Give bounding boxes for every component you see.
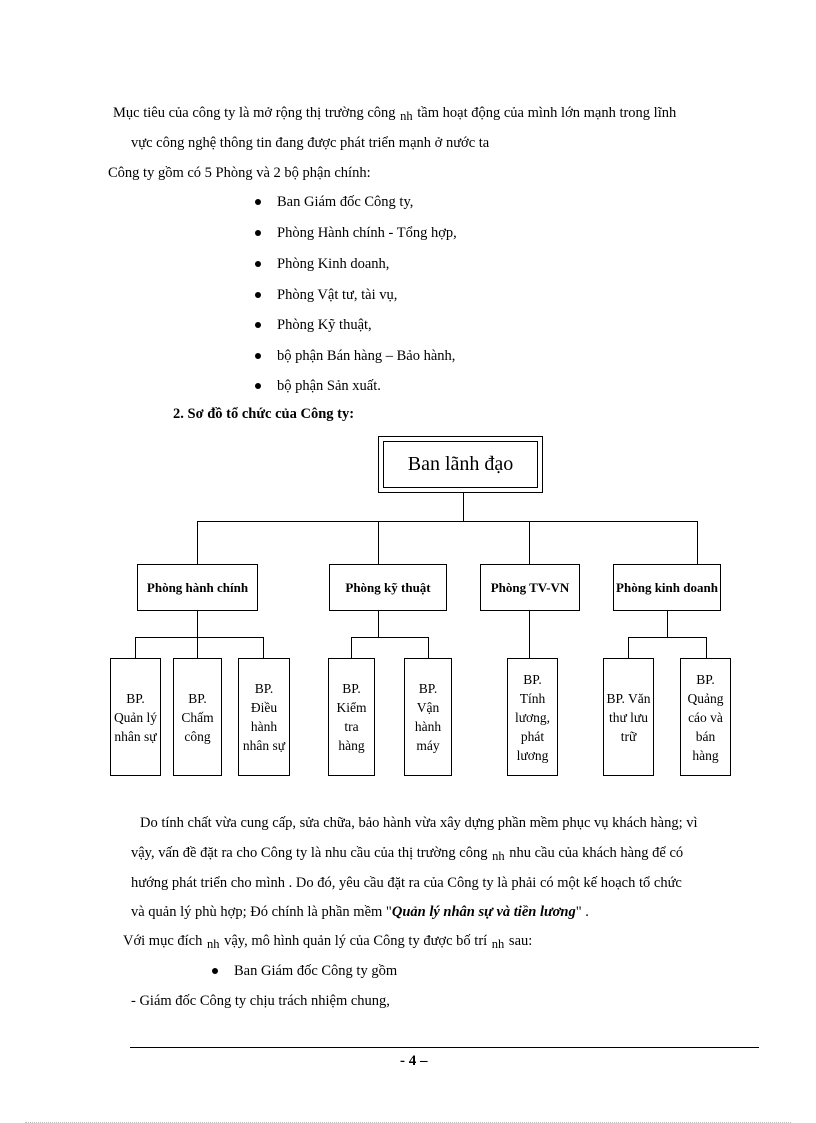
connector	[135, 637, 263, 638]
unit-box: BP. Vận hành máy	[404, 658, 452, 776]
text-segment: nh	[491, 937, 505, 951]
unit-box: BP. Quảng cáo và bán hàng	[680, 658, 731, 776]
unit-box: BP. Tính lương, phát lương	[507, 658, 558, 776]
list-item: Phòng Kỹ thuật,	[277, 317, 372, 333]
connector	[351, 637, 428, 638]
connector	[428, 637, 429, 658]
paragraph-2-line-3: hướng phát triển cho mình . Do đó, yêu cầu đặt ra của Công ty là phải có một kế hoạch tổ chức	[131, 875, 682, 891]
connector	[135, 637, 136, 658]
text-segment: vậy, mô hình quản lý của Công ty được bố trí	[224, 933, 488, 949]
list-item: Ban Giám đốc Công ty,	[277, 194, 414, 210]
connector	[378, 521, 379, 564]
text-segment: " .	[575, 904, 589, 920]
org-root-frame	[378, 436, 543, 493]
unit-box: BP. Văn thư lưu trữ	[603, 658, 654, 776]
connector	[263, 637, 264, 658]
text-segment: sau:	[508, 933, 533, 949]
dept-box-kinh-doanh: Phòng kinh doanh	[613, 564, 721, 611]
connector	[628, 637, 629, 658]
page-number: - 4 –	[400, 1053, 428, 1069]
connector	[628, 637, 706, 638]
text-segment: vậy, vấn đề đặt ra cho Công ty là nhu cầu của thị trường công	[131, 845, 488, 861]
bullet-ban-giam-doc: Ban Giám đốc Công ty gồm	[234, 963, 398, 979]
unit-box: BP. Kiểm tra hàng	[328, 658, 375, 776]
dept-box-tv-vn: Phòng TV-VN	[480, 564, 580, 611]
connector	[351, 637, 352, 658]
footer-divider	[130, 1047, 759, 1048]
paragraph-1-line-2: vực công nghệ thông tin đang được phát triển mạnh ở nước ta	[131, 135, 490, 151]
connector	[529, 521, 530, 564]
unit-box: BP. Quản lý nhân sự	[110, 658, 161, 776]
text-segment: nh	[492, 849, 505, 863]
connector	[197, 521, 698, 522]
text-segment: Mục tiêu của công ty là mở rộng thị trường công	[113, 105, 396, 121]
section-heading: 2. Sơ đồ tổ chức của Công ty:	[173, 406, 355, 422]
connector	[706, 637, 707, 658]
connector	[697, 521, 698, 564]
paragraph-3	[123, 932, 532, 950]
connector	[197, 611, 198, 637]
text-segment: tầm hoạt động của mình lớn mạnh trong lĩnh	[417, 105, 677, 121]
connector	[378, 611, 379, 637]
list-item: bộ phận Bán hàng – Bảo hành,	[277, 348, 456, 364]
text-segment: nh	[206, 937, 220, 951]
list-item: Phòng Vật tư, tài vụ,	[277, 287, 398, 303]
paragraph-2-line-2	[131, 844, 683, 862]
list-item: Phòng Hành chính - Tổng hợp,	[277, 225, 457, 241]
unit-box: BP. Điều hành nhân sự	[238, 658, 290, 776]
list-item: Phòng Kinh doanh,	[277, 256, 390, 272]
paragraph-1-line-1	[113, 104, 676, 122]
connector	[197, 521, 198, 564]
text-segment: nh	[400, 109, 413, 123]
connector	[529, 611, 530, 658]
paragraph-2-line-4	[131, 903, 589, 921]
software-name: Quản lý nhân sự và tiền lương	[391, 904, 576, 920]
connector	[667, 611, 668, 637]
list-item: bộ phận Sản xuất.	[277, 378, 381, 394]
org-root-box: Ban lãnh đạo	[383, 441, 538, 488]
unit-box: BP. Chấm công	[173, 658, 222, 776]
connector	[463, 493, 464, 521]
giam-doc-line: - Giám đốc Công ty chịu trách nhiệm chung,	[131, 993, 390, 1009]
dept-box-hanh-chinh: Phòng hành chính	[137, 564, 258, 611]
text-segment: nhu cầu của khách hàng để có	[509, 845, 684, 861]
dept-box-ky-thuat: Phòng kỹ thuật	[329, 564, 447, 611]
paragraph-2-line-1: Do tính chất vừa cung cấp, sửa chữa, bảo hành vừa xây dựng phần mềm phục vụ khách hàng; vì	[140, 815, 698, 831]
text-segment: và quản lý phù hợp; Đó chính là phần mềm "	[131, 904, 392, 920]
intro-text: Công ty gồm có 5 Phòng và 2 bộ phận chính:	[108, 165, 371, 181]
connector	[197, 637, 198, 658]
text-segment: Với mục đích	[123, 933, 203, 949]
